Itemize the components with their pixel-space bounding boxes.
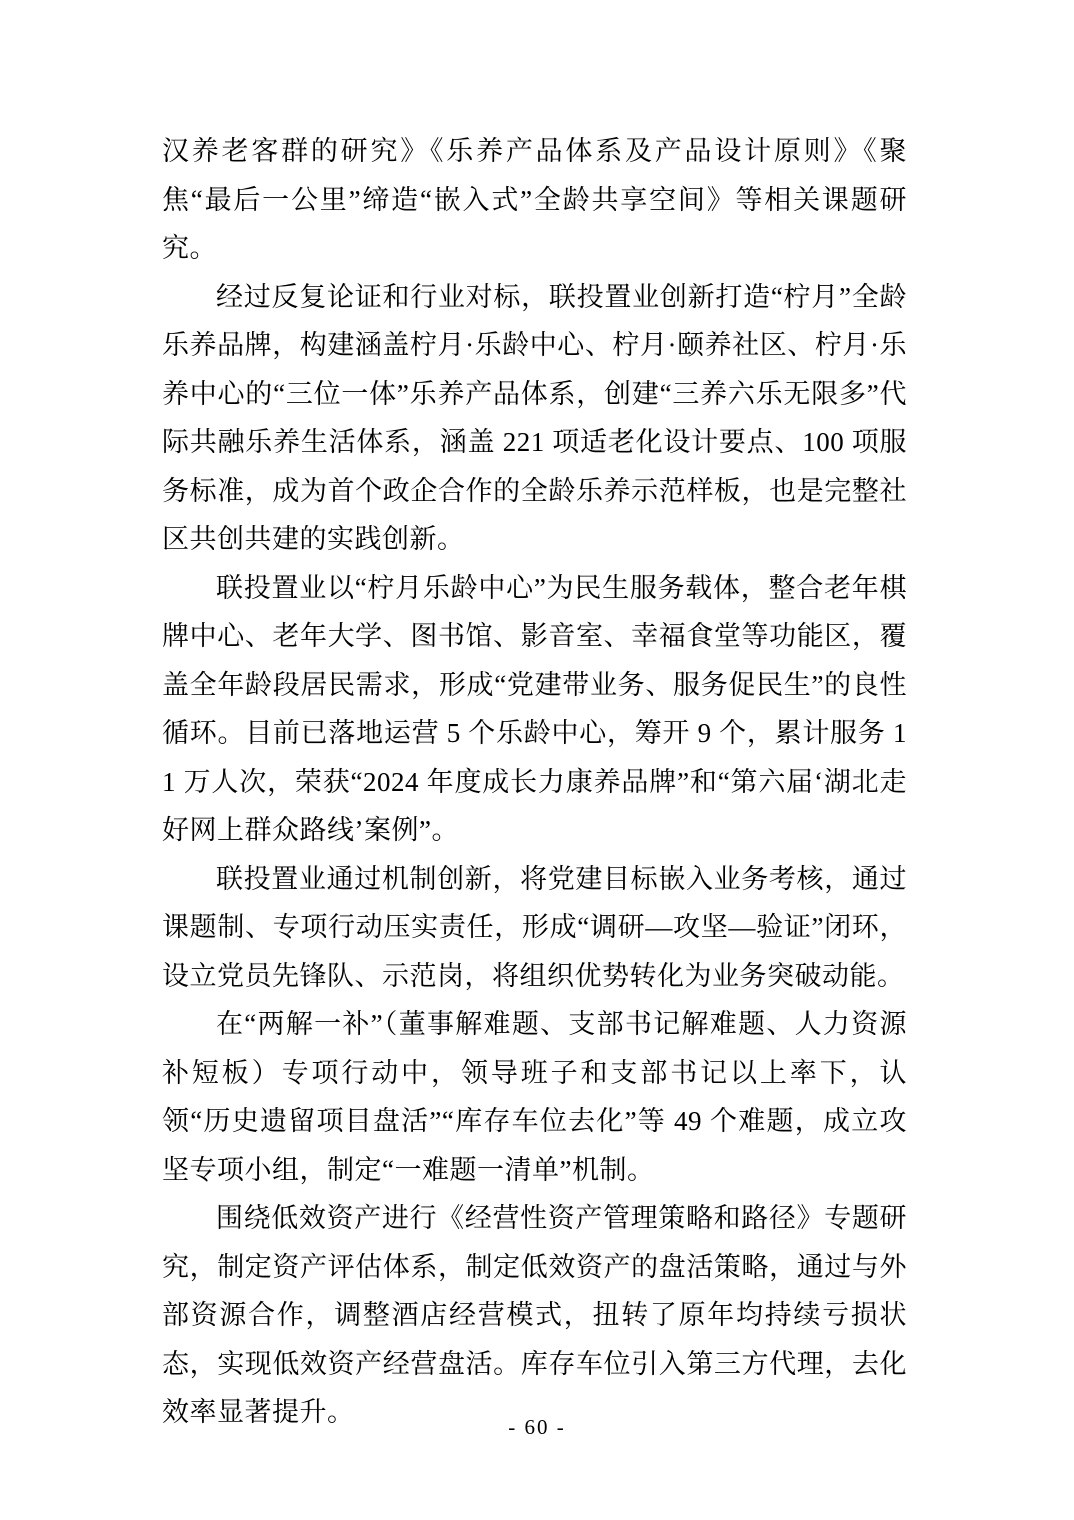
paragraph: 在“两解一补”（董事解难题、支部书记解难题、人力资源补短板）专项行动中，领导班子和支部书记以上率下，认领“历史遗留项目盘活”“库存车位去化”等 49 个难题，成立攻坚专项小组，制定“一难题一清单”机制。 — [162, 1009, 907, 1185]
paragraph: 经过反复论证和行业对标，联投置业创新打造“柠月”全龄乐养品牌，构建涵盖柠月·乐龄中心、柠月·颐养社区、柠月·乐养中心的“三位一体”乐养产品体系，创建“三养六乐无限多”代际共融乐养生活体系，涵盖 221 项适老化设计要点、100 项服务标准，成为首个政企合作的全龄乐养示范样板，也是完整社区共创共建的实践创新。 — [162, 281, 907, 554]
paragraph: 联投置业以“柠月乐龄中心”为民生服务载体，整合老年棋牌中心、老年大学、图书馆、影音室、幸福食堂等功能区，覆盖全年龄段居民需求，形成“党建带业务、服务促民生”的良性循环。目前已落地运营 5 个乐龄中心，筹开 9 个，累计服务 11 万人次，荣获“2024 年度成长力康养品牌”和“第六届‘湖北走好网上群众路线’案例”。 — [162, 572, 907, 845]
document-body — [162, 127, 907, 1437]
paragraph: 围绕低效资产进行《经营性资产管理策略和路径》专题研究，制定资产评估体系，制定低效资产的盘活策略，通过与外部资源合作，调整酒店经营模式，扭转了原年均持续亏损状态，实现低效资产经营盘活。库存车位引入第三方代理，去化效率显著提升。 — [162, 1203, 907, 1427]
paragraph: 汉养老客群的研究》《乐养产品体系及产品设计原则》《聚焦“最后一公里”缔造“嵌入式”全龄共享空间》等相关课题研究。 — [162, 136, 907, 263]
page-number: - 60 - — [508, 1415, 566, 1439]
paragraph: 联投置业通过机制创新，将党建目标嵌入业务考核，通过课题制、专项行动压实责任，形成“调研—攻坚—验证”闭环，设立党员先锋队、示范岗，将组织优势转化为业务突破动能。 — [162, 863, 907, 991]
